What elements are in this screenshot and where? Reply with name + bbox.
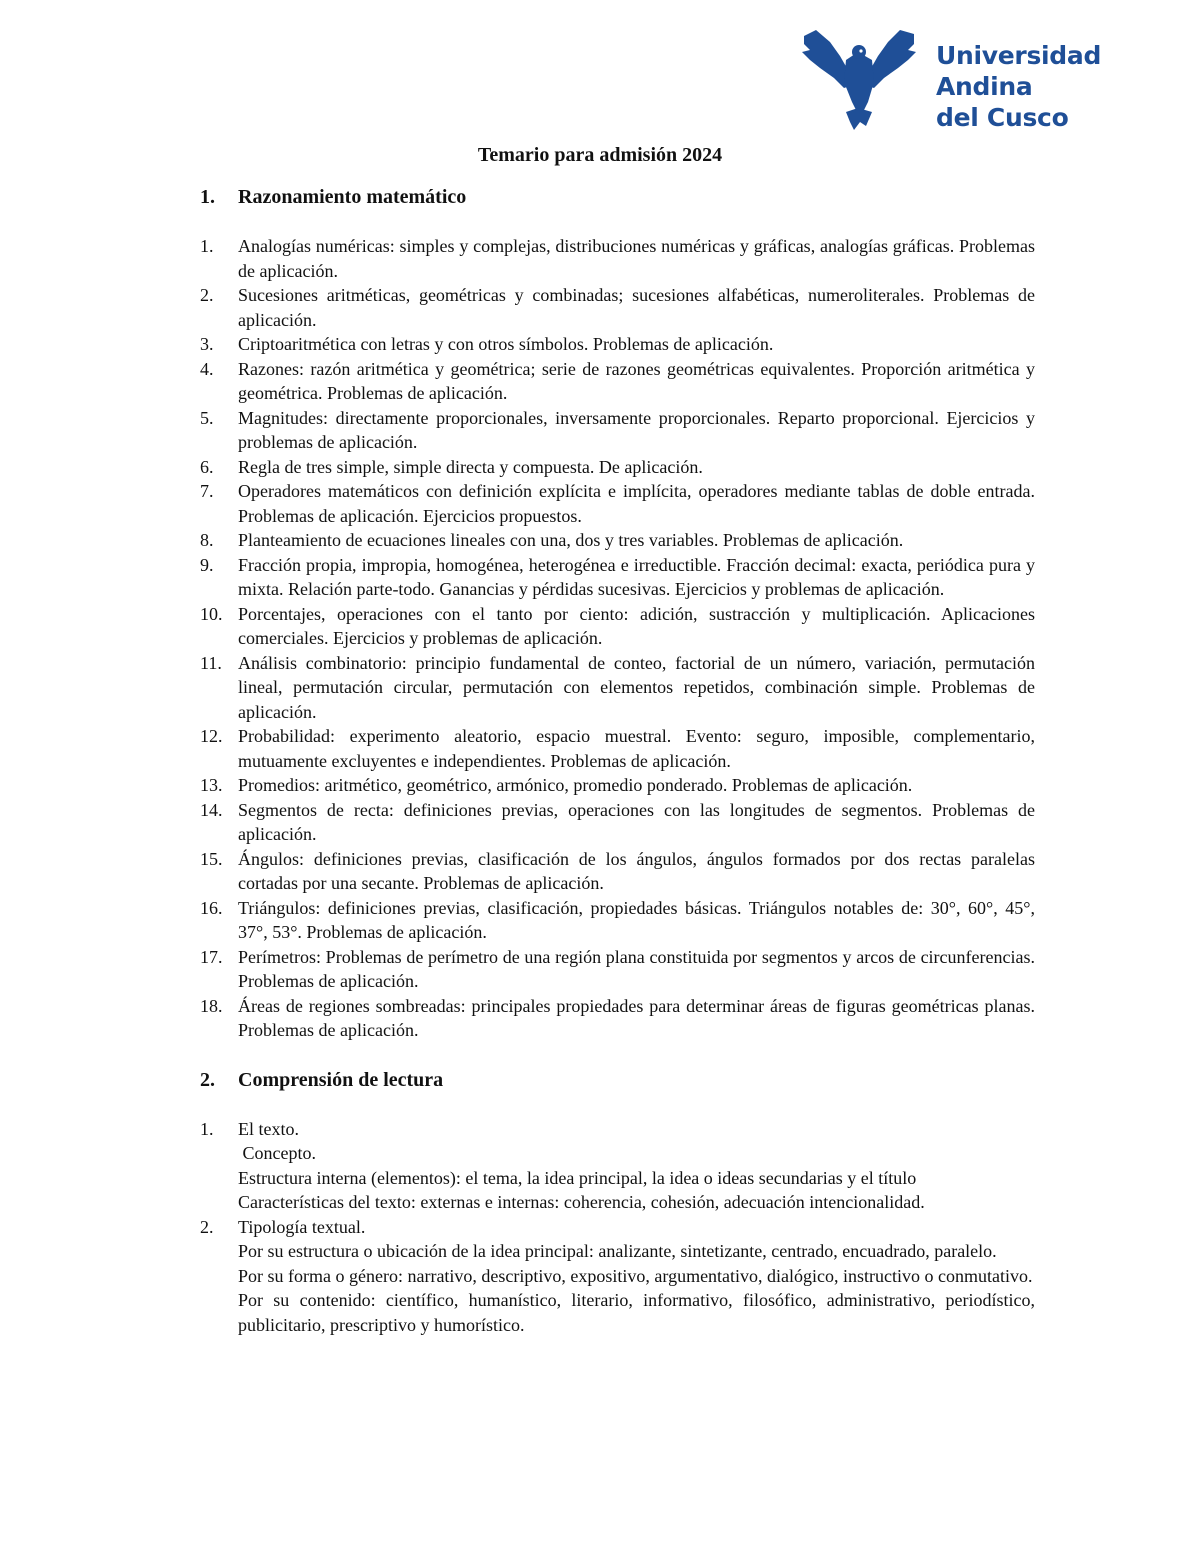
document-body bbox=[200, 184, 1035, 1337]
item-text: Razones: razón aritmética y geométrica; serie de razones geométricas equivalentes. Proporción aritmética y geométrica. Problemas de aplicación. bbox=[238, 358, 1035, 403]
list-item bbox=[200, 847, 1035, 896]
list-item bbox=[200, 945, 1035, 994]
item-number: 2. bbox=[200, 1216, 214, 1237]
item-text: Áreas de regiones sombreadas: principales propiedades para determinar áreas de figuras geométricas planas. Problemas de aplicación. bbox=[238, 995, 1035, 1040]
item-number: 11. bbox=[200, 652, 222, 673]
item-line: El texto. bbox=[238, 1118, 299, 1139]
list-item bbox=[200, 896, 1035, 945]
item-number: 13. bbox=[200, 775, 223, 795]
section-number: 2. bbox=[200, 1068, 215, 1091]
item-number: 14. bbox=[200, 799, 223, 820]
logo-line-del-cusco: del Cusco bbox=[936, 103, 1069, 132]
section-number: 1. bbox=[200, 186, 215, 208]
section-title: Comprensión de lectura bbox=[238, 1068, 444, 1091]
logo-wordmark bbox=[936, 40, 1101, 133]
list-item bbox=[200, 1117, 1035, 1215]
list-item bbox=[200, 1215, 1035, 1338]
item-text: Fracción propia, impropia, homogénea, heterogénea e irreductible. Fracción decimal: exacta, periódica pura y mixta. Relación parte-todo. Ganancias y pérdidas sucesivas. Ejercicios y problemas de aplicación. bbox=[238, 554, 1035, 599]
item-number: 15. bbox=[200, 848, 223, 869]
item-text: Probabilidad: experimento aleatorio, espacio muestral. Evento: seguro, imposible, complementario, mutuamente excluyentes e independientes. Problemas de aplicación. bbox=[238, 726, 1035, 771]
item-line: Estructura interna (elementos): el tema, la idea principal, la idea o ideas secundarias y el título bbox=[238, 1167, 917, 1188]
list-item bbox=[200, 773, 1035, 798]
logo-line-universidad: Universidad bbox=[936, 41, 1102, 70]
item-number: 9. bbox=[200, 554, 214, 575]
item-text: Criptoaritmética con letras y con otros símbolos. Problemas de aplicación. bbox=[238, 334, 774, 354]
item-number: 3. bbox=[200, 334, 214, 354]
item-number: 7. bbox=[200, 481, 214, 501]
sections-container bbox=[200, 184, 1035, 1337]
item-text: Regla de tres simple, simple directa y compuesta. De aplicación. bbox=[238, 456, 703, 477]
item-number: 2. bbox=[200, 285, 214, 305]
list-item bbox=[200, 332, 1035, 357]
item-text: Porcentajes, operaciones con el tanto por ciento: adición, sustracción y multiplicación. Aplicaciones comerciales. Ejercicios y problemas de aplicación. bbox=[238, 603, 1035, 648]
list-item bbox=[200, 994, 1035, 1043]
item-number: 16. bbox=[200, 897, 223, 918]
item-line: Concepto. bbox=[238, 1143, 316, 1163]
university-logo bbox=[800, 26, 1102, 138]
item-line: Por su estructura o ubicación de la idea principal: analizante, sintetizante, centrado, encuadrado, paralelo. bbox=[238, 1241, 997, 1261]
item-text: Operadores matemáticos con definición explícita e implícita, operadores mediante tablas de doble entrada. Problemas de aplicación. Ejercicios propuestos. bbox=[238, 481, 1035, 526]
item-text: Promedios: aritmético, geométrico, armónico, promedio ponderado. Problemas de aplicación. bbox=[238, 775, 913, 795]
item-number: 1. bbox=[200, 1118, 214, 1139]
item-number: 10. bbox=[200, 603, 223, 624]
item-text: Planteamiento de ecuaciones lineales con una, dos y tres variables. Problemas de aplicación. bbox=[238, 530, 904, 550]
eagle-icon bbox=[800, 26, 918, 134]
list-item bbox=[200, 479, 1035, 528]
list-item bbox=[200, 357, 1035, 406]
item-number: 5. bbox=[200, 407, 214, 428]
list-item bbox=[200, 406, 1035, 455]
section-heading bbox=[200, 184, 1035, 210]
item-line: Por su contenido: científico, humanístico, literario, informativo, filosófico, administrativo, periodístico, publicitario, prescriptivo y humorístico. bbox=[238, 1290, 1035, 1335]
list-item bbox=[200, 528, 1035, 553]
item-text: Ángulos: definiciones previas, clasificación de los ángulos, ángulos formados por dos rectas paralelas cortadas por una secante. Problemas de aplicación. bbox=[238, 848, 1035, 893]
item-text: Perímetros: Problemas de perímetro de una región plana constituida por segmentos y arcos de circunferencias. Problemas de aplicación. bbox=[238, 946, 1035, 991]
topic-list bbox=[200, 234, 1035, 1043]
item-number: 1. bbox=[200, 236, 214, 256]
item-text: Análisis combinatorio: principio fundamental de conteo, factorial de un número, variación, permutación lineal, permutación circular, permutación con elementos repetidos, combinación simple. Problemas de aplicación. bbox=[238, 652, 1035, 722]
section-heading bbox=[200, 1067, 1035, 1093]
section-title: Razonamiento matemático bbox=[238, 186, 467, 208]
item-number: 18. bbox=[200, 995, 223, 1016]
item-number: 6. bbox=[200, 456, 214, 477]
item-text: Segmentos de recta: definiciones previas, operaciones con las longitudes de segmentos. Problemas de aplicación. bbox=[238, 799, 1035, 844]
list-item bbox=[200, 283, 1035, 332]
item-number: 17. bbox=[200, 946, 223, 967]
list-item bbox=[200, 455, 1035, 480]
item-line: Características del texto: externas e internas: coherencia, cohesión, adecuación intencionalidad. bbox=[238, 1192, 925, 1212]
list-item bbox=[200, 234, 1035, 283]
list-item bbox=[200, 724, 1035, 773]
list-item bbox=[200, 798, 1035, 847]
item-text: Analogías numéricas: simples y complejas, distribuciones numéricas y gráficas, analogías gráficas. Problemas de aplicación. bbox=[238, 236, 1035, 281]
logo-line-andina: Andina bbox=[936, 72, 1033, 101]
item-text: Magnitudes: directamente proporcionales, inversamente proporcionales. Reparto proporcional. Ejercicios y problemas de aplicación. bbox=[238, 407, 1035, 452]
item-number: 12. bbox=[200, 726, 223, 746]
item-number: 8. bbox=[200, 530, 214, 550]
item-line: Por su forma o género: narrativo, descriptivo, expositivo, argumentativo, dialógico, instructivo o conmutativo. bbox=[238, 1265, 1033, 1286]
list-item bbox=[200, 553, 1035, 602]
item-text: Sucesiones aritméticas, geométricas y combinadas; sucesiones alfabéticas, numeroliterales. Problemas de aplicación. bbox=[238, 285, 1035, 330]
topic-list bbox=[200, 1117, 1035, 1338]
list-item bbox=[200, 602, 1035, 651]
item-text: Triángulos: definiciones previas, clasificación, propiedades básicas. Triángulos notables de: 30°, 60°, 45°, 37°, 53°. Problemas de aplicación. bbox=[238, 897, 1035, 942]
list-item bbox=[200, 651, 1035, 725]
document-title: Temario para admisión 2024 bbox=[477, 144, 723, 166]
item-number: 4. bbox=[200, 358, 214, 379]
item-line: Tipología textual. bbox=[238, 1216, 366, 1237]
